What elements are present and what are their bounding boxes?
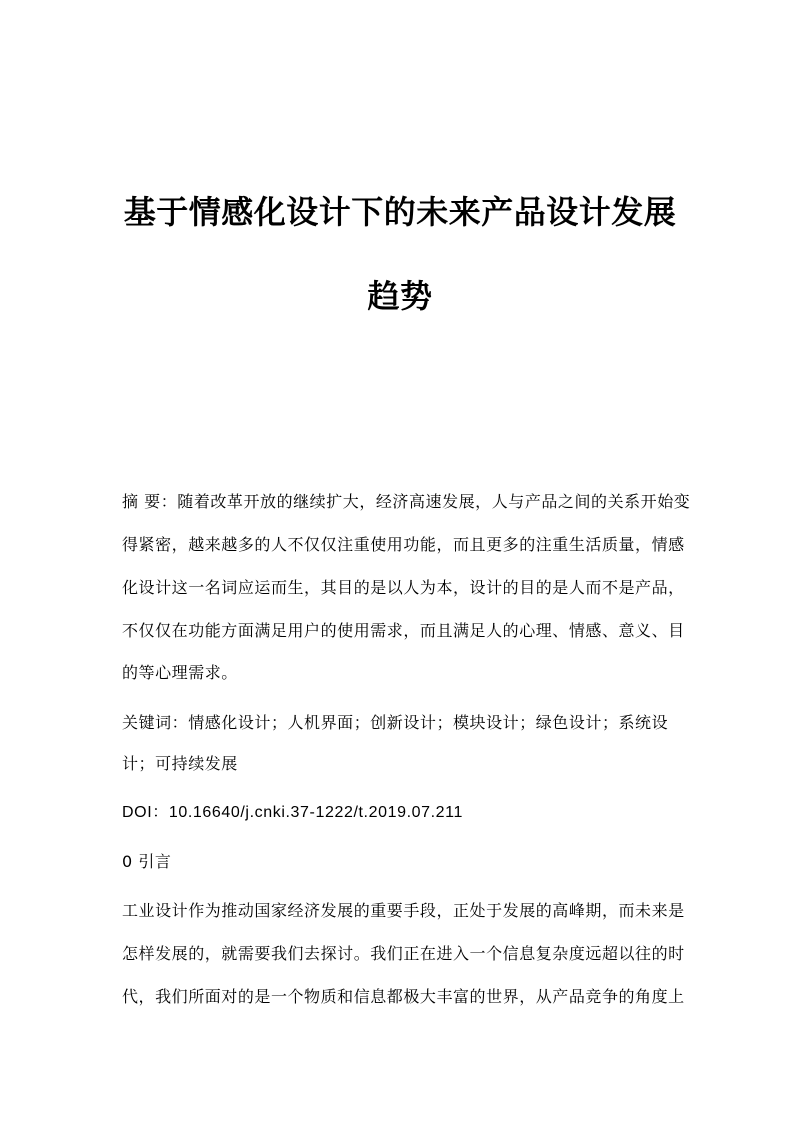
abstract-line: 的等心理需求。 [122, 663, 238, 682]
body-line: 代，我们所面对的是一个物质和信息都极大丰富的世界，从产品竞争的角度上 [122, 987, 685, 1006]
abstract-line: 化设计这一名词应运而生，其目的是以人为本，设计的目的是人而不是产品， [122, 578, 685, 597]
body-line: 工业设计作为推动国家经济发展的重要手段，正处于发展的高峰期，而未来是 [122, 901, 685, 920]
keywords-line: 计；可持续发展 [122, 754, 238, 773]
abstract-line: 得紧密，越来越多的人不仅仅注重使用功能，而且更多的注重生活质量，情感 [122, 535, 685, 554]
doi-line: DOI：10.16640/j.cnki.37-1222/t.2019.07.211 [122, 804, 463, 821]
paper-title-line-1: 基于情感化设计下的未来产品设计发展 [123, 193, 677, 231]
abstract-line: 不仅仅在功能方面满足用户的使用需求，而且满足人的心理、情感、意义、目 [122, 621, 685, 640]
paper-title-line-2: 趋势 [367, 277, 433, 315]
body-line: 怎样发展的，就需要我们去探讨。我们正在进入一个信息复杂度远超以往的时 [122, 944, 685, 963]
section-heading: 0 引言 [122, 852, 172, 871]
keywords-line: 关键词：情感化设计；人机界面；创新设计；模块设计；绿色设计；系统设 [122, 713, 669, 732]
abstract-line: 摘 要：随着改革开放的继续扩大，经济高速发展，人与产品之间的关系开始变 [122, 492, 691, 511]
